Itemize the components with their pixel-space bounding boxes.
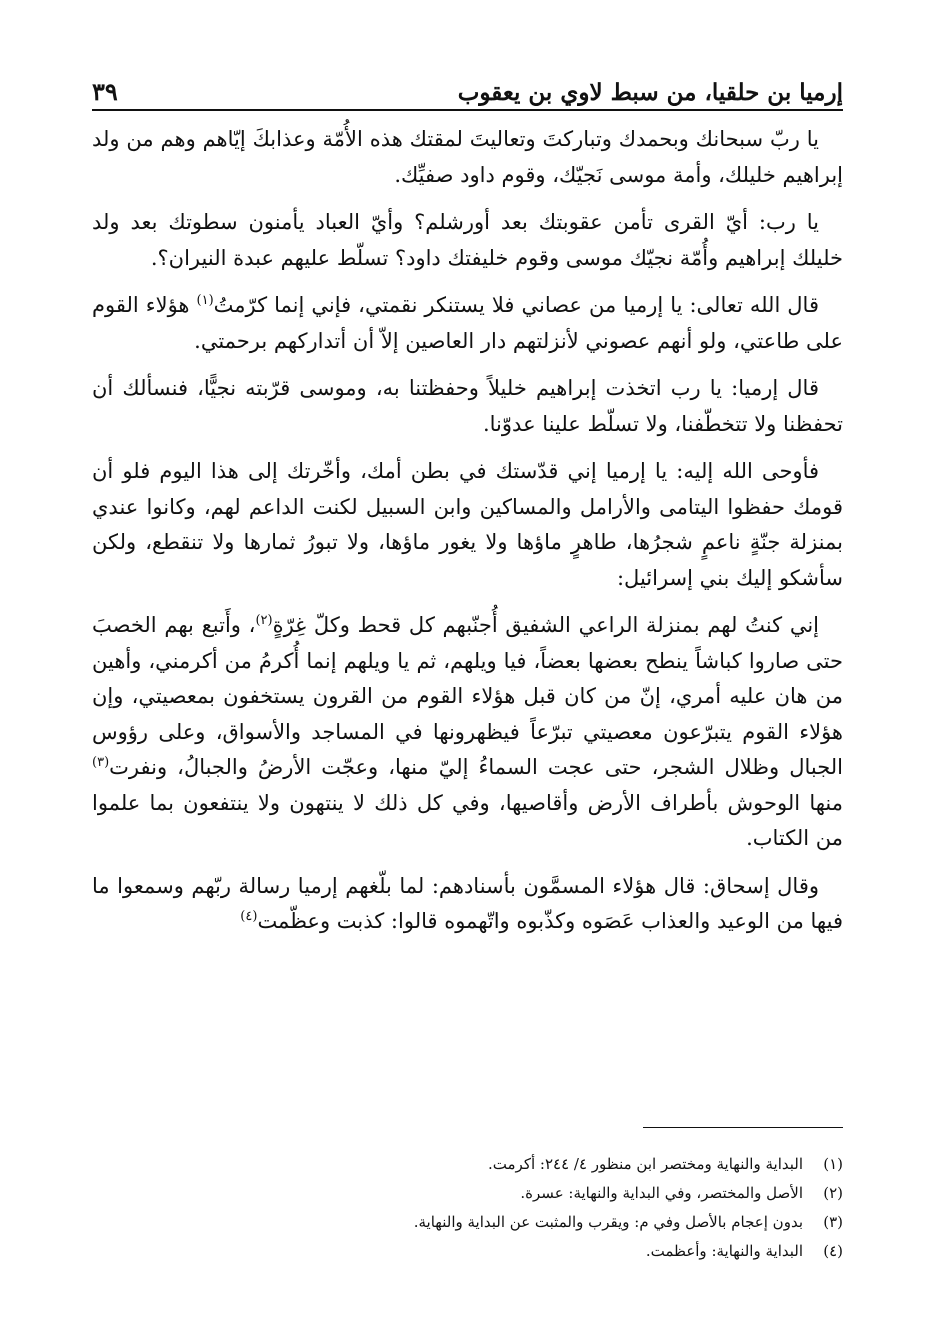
footnote-ref: (٢) [255,613,273,628]
header-rule [92,109,843,111]
paragraph-text: يا رب: أيّ القرى تأمن عقوبتك بعد أورشلم؟ وأيّ العباد يأمنون سطوتك بعد ولد خليلك إبراهيم وأُمّة نجيّك موسى وقوم خليفتك داود؟ تسلّط عليهم عبدة النيران؟. [92,210,843,270]
footnote-text: البداية والنهاية ومختصر ابن منظور ٤/ ٢٤٤: أكرمت. [488,1155,803,1173]
paragraph [92,288,843,359]
paragraph-text: هؤلاء القوم على طاعتي، ولو أنهم عصوني لأنزلتهم دار العاصين إلاّ أن أتداركهم برحمتي. [92,293,843,353]
footnote-ref: (٣) [92,755,110,770]
paragraph-text: منها الوحوش بأطراف الأرض وأقاصيها، وفي كل ذلك لا ينتهون ولا ينتفعون بما علموا من الكتاب. [92,790,843,850]
footnotes [92,1150,843,1266]
paragraph-text: فأوحى الله إليه: يا إرميا إني قدّستك في بطن أمك، وأخّرتك إلى هذا اليوم فلو أن قومك حفظوا اليتامى والأرامل والمساكين وابن السبيل لكنت الداعم لهم، وكانوا عندي بمنزلة جنّةٍ ناعمٍ شجرُها، طاهرٍ ماؤها ولا يغور ماؤها، ولا تبورُ ثمارها ولا تنقطع، ولكن سأشكو إليك بني إسرائيل: [92,459,843,590]
footnote-text: الأصل والمختصر، وفي البداية والنهاية: عسرة. [520,1184,803,1202]
running-title: إرميا بن حلقيا، من سبط لاوي بن يعقوب [457,79,843,106]
page-header [92,66,843,106]
footnote-number: (٢) [823,1184,843,1202]
paragraph-text: قال إرميا: يا رب اتخذت إبراهيم خليلاً وحفظتنا به، وموسى قرّبته نجيًّا، فنسألك أن تحفظنا ولا تتخطّفنا، ولا تسلّط علينا عدوّنا. [92,376,843,436]
paragraph [92,869,843,940]
page-number: ٣٩ [92,77,118,106]
paragraph [92,608,843,857]
footnote [92,1150,843,1179]
footnote-ref: (١) [196,293,214,308]
paragraph [92,371,843,442]
paragraph-text: يا ربّ سبحانك وبحمدك وتباركتَ وتعاليتَ لمقتك هذه الأُمّة وعذابكَ إيّاهم وهم من ولد إبراهيم خليلك، وأمة موسى نَجيّك، وقوم داود صفيِّك. [92,127,843,187]
paragraph-text: وقال إسحاق: قال هؤلاء المسمَّون بأسنادهم: لما بلّغهم إرميا رسالة ربّهم وسمعوا ما فيها من الوعيد والعذاب عَصَوه وكذّبوه واتّهموه قالوا: كذبت وعظّمت [92,873,843,933]
paragraph [92,454,843,596]
footnote-ref: (٤) [240,909,258,924]
footnote-rule [643,1127,843,1128]
footnote [92,1208,843,1237]
footnote [92,1179,843,1208]
main-text [92,122,843,952]
paragraph-text: قال الله تعالى: يا إرميا من عصاني فلا يستنكر نقمتي، فإني إنما كرّمتُ [213,293,819,317]
paragraph-text: ، وأَتبع بهم الخصبَ حتى صاروا كباشاً ينطح بعضها بعضاً، فيا ويلهم، ثم يا ويلهم إنما أُكرمُ من أكرمني، وأهين من هان عليه أمري، إنّ من كان قبل هؤلاء القوم من القرون يستخفون بمعصيتي، وإن هؤلاء القوم يتبرّعون معصيتي تبرّعاً فيظهرونها في المساجد والأسواق، وعلى رؤوس الجبال وظلال الشجر، حتى عجت السماءُ إليّ منها، وعجّت الأرضُ والجبالُ، ونفرت [92,613,843,779]
footnote-number: (٤) [823,1242,843,1260]
paragraph [92,122,843,193]
footnote-number: (٣) [823,1213,843,1231]
footnote-number: (١) [823,1155,843,1173]
paragraph-text: إني كنتُ لهم بمنزلة الراعي الشفيق أُجنّبهم كل قحط وكلّ غِرّةٍ [272,613,819,637]
paragraph [92,205,843,276]
footnote [92,1237,843,1266]
footnote-text: بدون إعجام بالأصل وفي م: ويقرب والمثبت عن البداية والنهاية. [413,1213,803,1231]
footnote-text: البداية والنهاية: وأعظمت. [645,1242,803,1260]
